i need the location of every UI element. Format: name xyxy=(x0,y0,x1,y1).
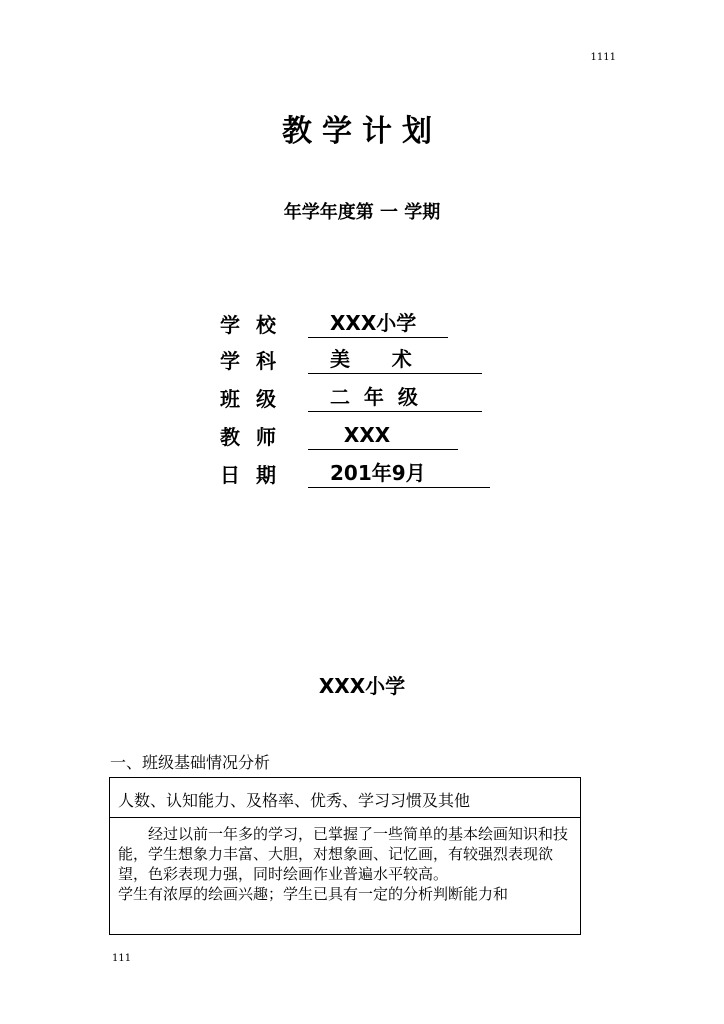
table-paragraph-2: 学生有浓厚的绘画兴趣；学生已具有一定的分析判断能力和 xyxy=(118,885,509,903)
info-value-teacher: XXX xyxy=(308,422,458,450)
info-label-school: 学校 xyxy=(220,313,292,337)
info-value-school: XXX小学 xyxy=(308,310,448,338)
school-name-footer: XXX小学 xyxy=(318,674,406,698)
page-number-bottom: 111 xyxy=(112,953,132,964)
info-row-date xyxy=(220,458,490,488)
section-title: 一、班级基础情况分析 xyxy=(110,753,271,772)
page-title: 教学计划 xyxy=(282,114,442,149)
class-analysis-table xyxy=(109,777,581,935)
info-label-teacher: 教师 xyxy=(220,425,292,449)
info-label-grade: 班级 xyxy=(220,387,292,411)
table-body xyxy=(110,818,580,934)
info-value-subject: 美 术 xyxy=(308,346,482,374)
info-label-date: 日期 xyxy=(220,463,292,487)
info-value-date: 201年9月 xyxy=(308,460,490,488)
table-header: 人数、认知能力、及格率、优秀、学习习惯及其他 xyxy=(110,778,580,818)
page-subtitle: 年学年度第 一 学期 xyxy=(283,202,441,223)
info-label-subject: 学科 xyxy=(220,349,292,373)
info-row-school xyxy=(220,308,448,338)
info-row-subject xyxy=(220,344,482,374)
info-value-grade: 二 年 级 xyxy=(308,384,482,412)
info-row-grade xyxy=(220,382,482,412)
info-row-teacher xyxy=(220,420,458,450)
page-number-top: 1111 xyxy=(590,52,616,63)
table-paragraph-1: 经过以前一年多的学习，已掌握了一些简单的基本绘画知识和技能，学生想象力丰富、大胆，对想象画、记忆画，有较强烈表现欲望，色彩表现力强，同时绘画作业普遍水平较高。 xyxy=(118,825,569,883)
